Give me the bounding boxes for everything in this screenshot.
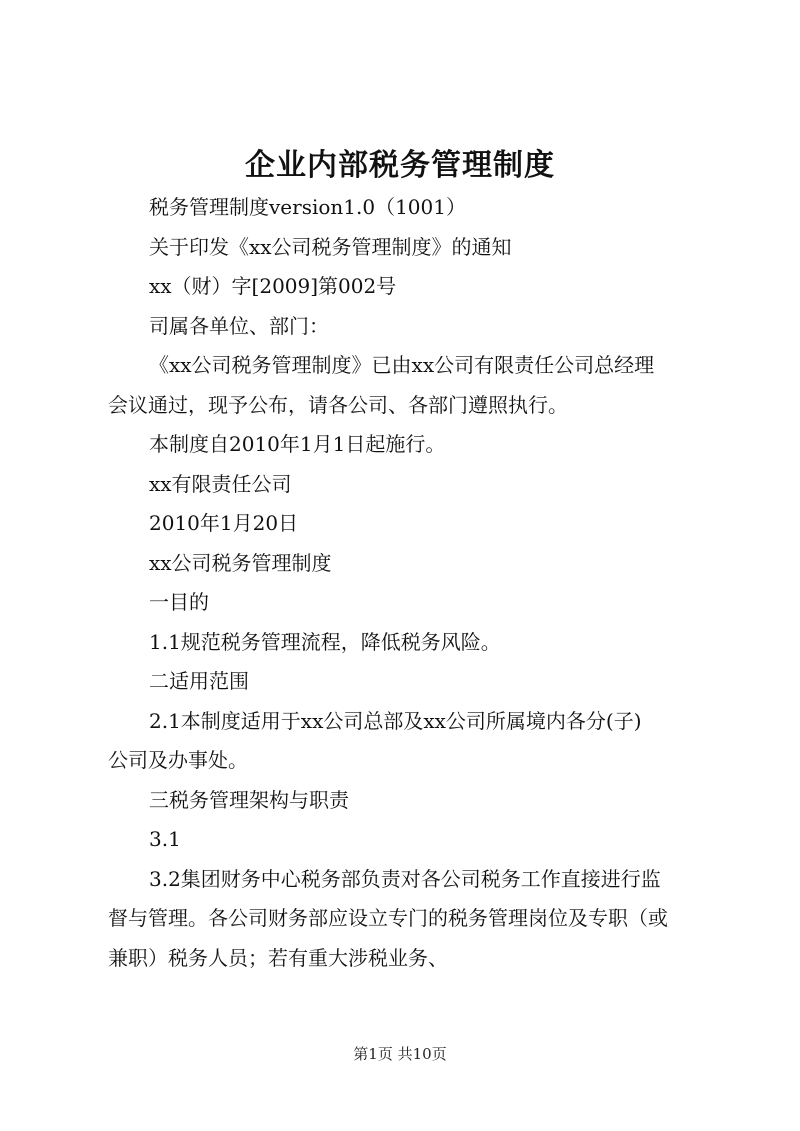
paragraph-line: 本制度自2010年1月1日起施行。 bbox=[149, 432, 446, 456]
document-body bbox=[108, 188, 708, 978]
paragraph-line: 公司及办事处。 bbox=[108, 748, 248, 772]
paragraph-line: 关于印发《xx公司税务管理制度》的通知 bbox=[149, 234, 512, 259]
document-title: 企业内部税务管理制度 bbox=[245, 148, 555, 183]
paragraph-line: 兼职）税务人员；若有重大涉税业务、 bbox=[108, 945, 448, 970]
paragraph-line: xx（财）字[2009]第002号 bbox=[149, 274, 397, 298]
paragraph-line: 2.1本制度适用于xx公司总部及xx公司所属境内各分(子) bbox=[149, 708, 642, 733]
paragraph-line: 3.1 bbox=[149, 827, 181, 851]
paragraph-line: 3.2集团财务中心税务部负责对各公司税务工作直接进行监 bbox=[149, 866, 661, 891]
section-heading: 二适用范围 bbox=[149, 669, 249, 693]
paragraph-line: xx有限责任公司 bbox=[149, 471, 292, 496]
paragraph-line: 2010年1月20日 bbox=[149, 511, 299, 535]
paragraph-line: 《xx公司税务管理制度》已由xx公司有限责任公司总经理 bbox=[149, 353, 655, 377]
paragraph-line: 督与管理。各公司财务部应设立专门的税务管理岗位及专职（或 bbox=[108, 906, 668, 930]
paragraph-line: 1.1规范税务管理流程，降低税务风险。 bbox=[149, 629, 501, 654]
paragraph-line: xx公司税务管理制度 bbox=[149, 550, 332, 575]
paragraph-line: 会议通过，现予公布，请各公司、各部门遵照执行。 bbox=[108, 392, 568, 417]
section-heading: 三税务管理架构与职责 bbox=[149, 787, 349, 812]
paragraph-line: 司属各单位、部门： bbox=[149, 313, 329, 338]
paragraph-line: 税务管理制度version1.0（1001） bbox=[149, 195, 466, 219]
page-number-footer: 第1页 共10页 bbox=[353, 1045, 447, 1063]
section-heading: 一目的 bbox=[149, 590, 209, 614]
